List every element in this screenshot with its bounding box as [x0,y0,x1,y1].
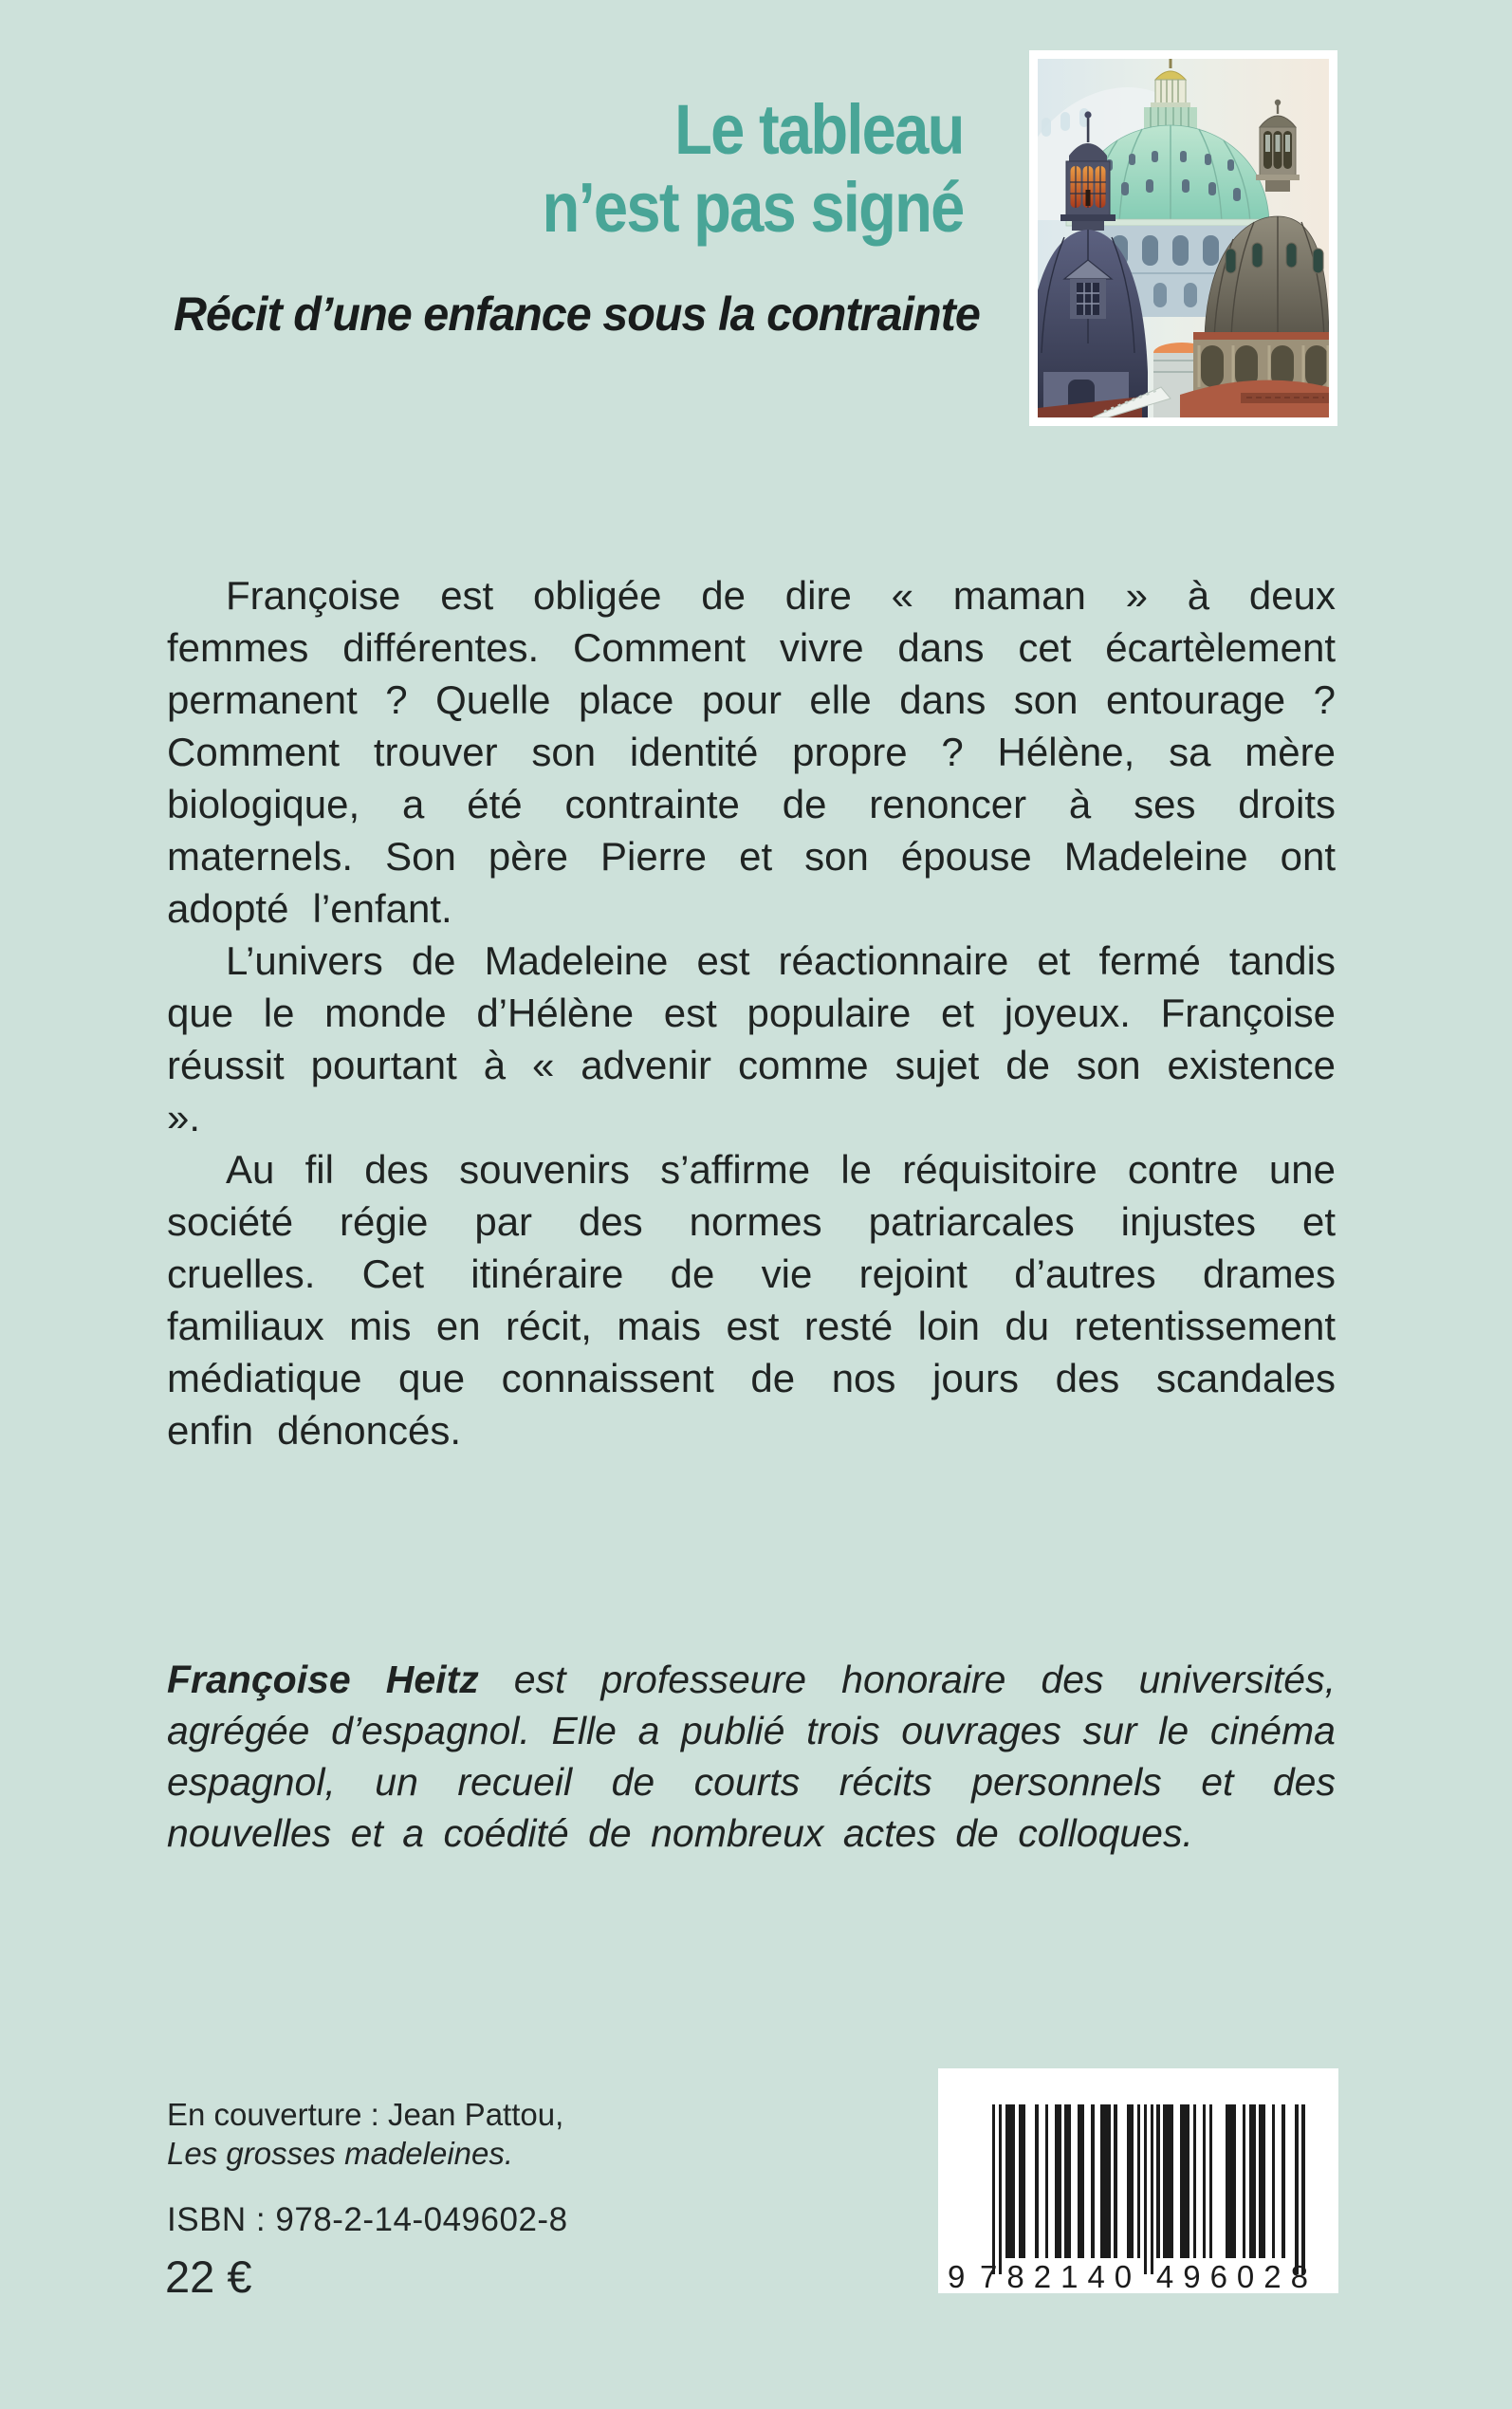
price: 22 € [165,2251,252,2302]
book-title-line1: Le tableau [674,90,964,169]
cover-illustration [1038,59,1329,417]
barcode-bars [992,2104,1305,2274]
synopsis-paragraph-1: Françoise est obligée de dire « maman » à deux femmes différentes. Comment vivre dans cet écartèlement permanent ? Quelle place pour elle dans son entourage ? Comment trouver son identité propre ? Hélène, sa mère biologique, a été contrainte de renoncer à ses droits maternels. Son père Pierre et son épouse Madeleine ont adopté l’enfant. [167,573,1336,931]
synopsis-paragraph-2: L’univers de Madeleine est réactionnaire et fermé tandis que le monde d’Hélène est populaire et joyeux. Françoise réussit pourtant à « advenir comme sujet de son existence ». [167,938,1336,1140]
author-bio-text: est professeure honoraire des universités, agrégée d’espagnol. Elle a publié trois ouvrages sur le cinéma espagnol, un recueil de courts récits personnels et des nouvelles et a coédité de nombreux actes de colloques. [167,1658,1336,1855]
cover-credit [167,2095,563,2173]
cover-credit-work: Les grosses madeleines. [167,2136,514,2171]
isbn: ISBN : 978-2-14-049602-8 [167,2201,568,2238]
book-subtitle: Récit d’une enfance sous la contrainte [174,287,980,341]
book-title [543,91,964,247]
book-title-line2: n’est pas signé [542,168,964,247]
author-bio [167,1654,1336,1859]
synopsis-paragraph-3: Au fil des souvenirs s’affirme le réquisitoire contre une société régie par des normes patriarcales injustes et cruelles. Cet itinéraire de vie rejoint d’autres drames familiaux mis en récit, mais est resté loin du retentissement médiatique que connaissent de nos jours des scandales enfin dénoncés. [167,1147,1336,1453]
barcode-digit-group-1: 9 [948,2259,966,2294]
barcode [938,2068,1338,2293]
author-name: Françoise Heitz [167,1658,479,1701]
cover-thumbnail [1029,50,1337,426]
barcode-digit-group-2: 782140 [980,2259,1142,2294]
barcode-digit-group-3: 496028 [1155,2259,1318,2294]
barcode-digits [948,2259,1318,2295]
cover-credit-artist: En couverture : Jean Pattou, [167,2097,564,2132]
synopsis [167,569,1336,1456]
